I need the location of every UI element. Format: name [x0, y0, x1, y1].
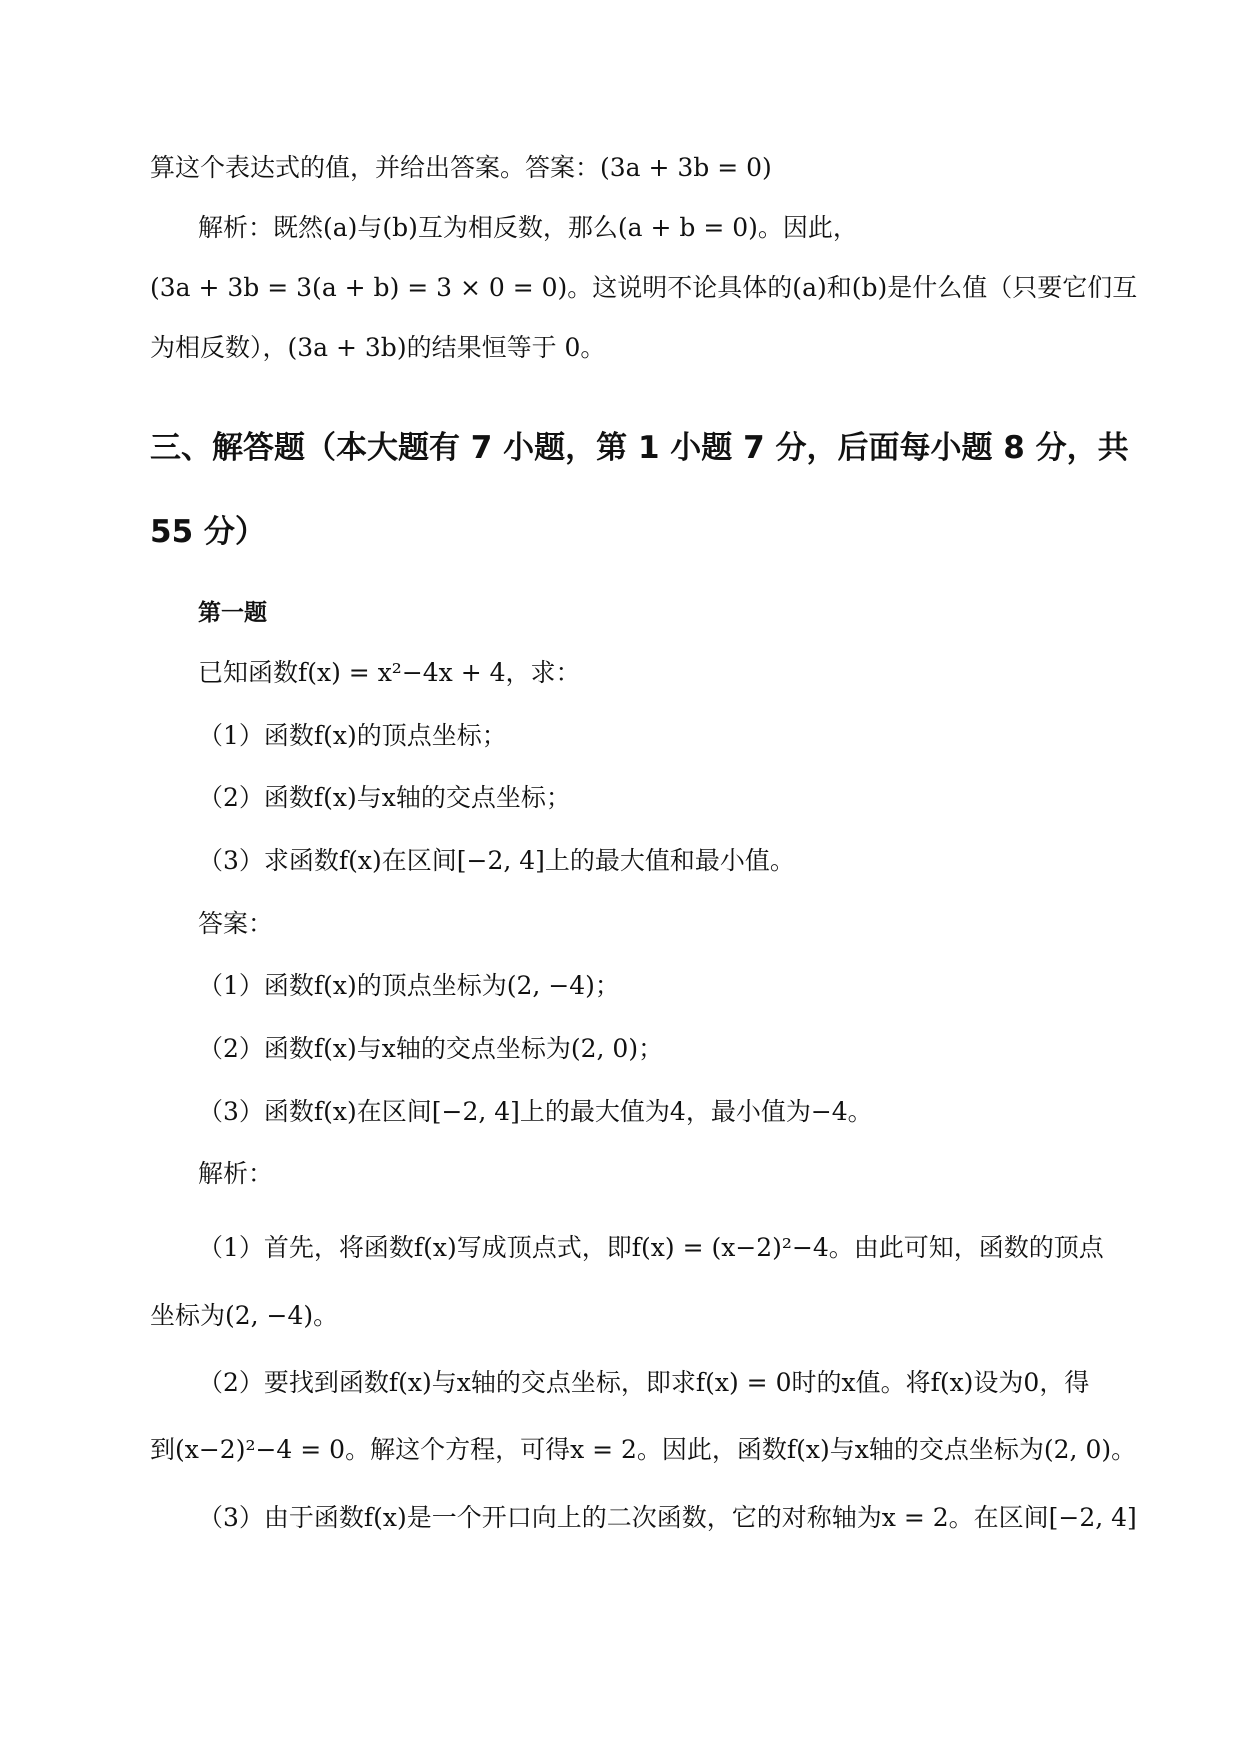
- answer-line: （2）函数f(x)与x轴的交点坐标为(2, 0)；: [198, 1034, 664, 1063]
- paragraph-line: 为相反数），(3a + 3b)的结果恒等于 0。: [150, 333, 606, 362]
- answer-line: （1）函数f(x)的顶点坐标为(2, −4)；: [198, 971, 620, 1000]
- analysis-line: （2）要找到函数f(x)与x轴的交点坐标，即求f(x) = 0时的x值。将f(x)设为0，得: [198, 1368, 1090, 1397]
- analysis-line: （1）首先，将函数f(x)写成顶点式，即f(x) = (x−2)²−4。由此可知，函数的顶点: [198, 1233, 1104, 1262]
- section-heading-cont: 55 分）: [150, 514, 266, 550]
- question-part: （1）函数f(x)的顶点坐标；: [198, 721, 507, 750]
- answer-line: （3）函数f(x)在区间[−2, 4]上的最大值为4，最小值为−4。: [198, 1097, 873, 1126]
- analysis-line: （3）由于函数f(x)是一个开口向上的二次函数，它的对称轴为x = 2。在区间[−2, 4]: [198, 1503, 1137, 1532]
- paragraph-line: (3a + 3b = 3(a + b) = 3 × 0 = 0)。这说明不论具体的(a)和(b)是什么值（只要它们互: [150, 273, 1138, 302]
- analysis-line: 到(x−2)²−4 = 0。解这个方程，可得x = 2。因此，函数f(x)与x轴的交点坐标为(2, 0)。: [150, 1435, 1137, 1464]
- paragraph-line: 算这个表达式的值，并给出答案。答案：(3a + 3b = 0): [150, 153, 772, 182]
- question-part: （2）函数f(x)与x轴的交点坐标；: [198, 783, 571, 812]
- question-part: （3）求函数f(x)在区间[−2, 4]上的最大值和最小值。: [198, 846, 795, 875]
- analysis-line: 解析：既然(a)与(b)互为相反数，那么(a + b = 0)。因此，: [198, 213, 858, 242]
- answer-label: 答案：: [198, 909, 274, 938]
- analysis-label: 解析：: [198, 1159, 274, 1188]
- section-heading: 三、解答题（本大题有 7 小题，第 1 小题 7 分，后面每小题 8 分，共: [150, 430, 1129, 466]
- question-stem: 已知函数f(x) = x²−4x + 4，求：: [198, 658, 581, 687]
- analysis-line: 坐标为(2, −4)。: [150, 1301, 339, 1330]
- question-title: 第一题: [198, 600, 267, 626]
